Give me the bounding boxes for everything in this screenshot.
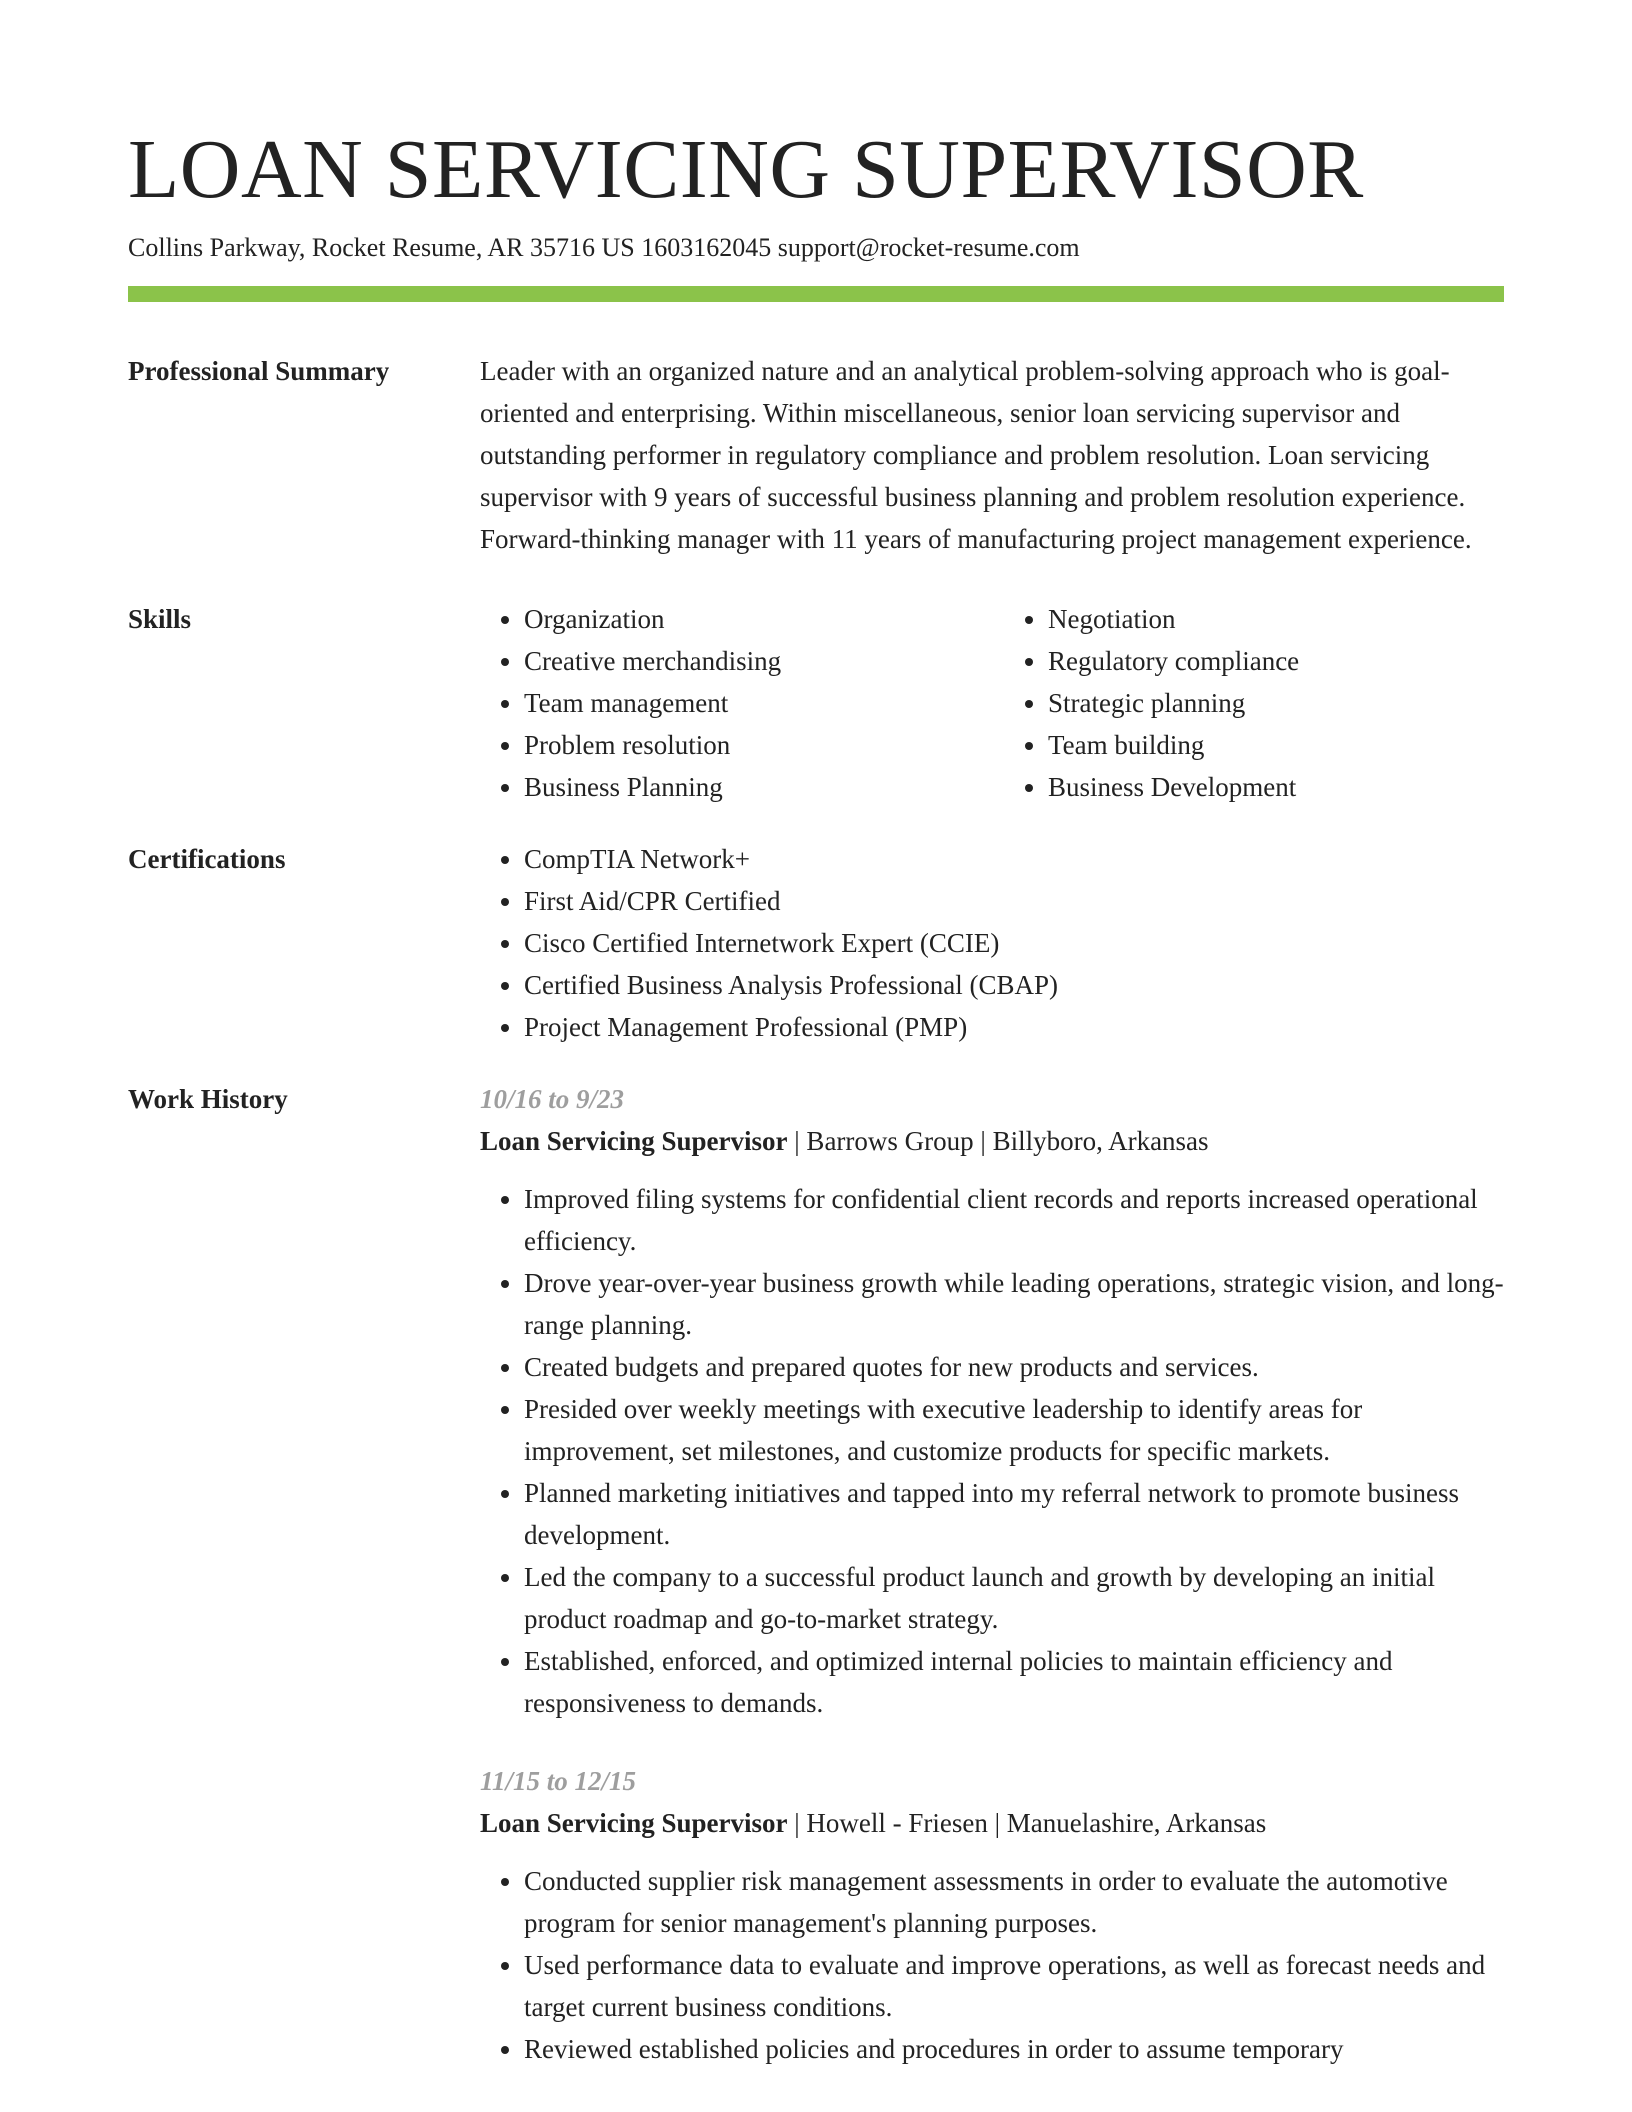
skill-item: • Business Planning bbox=[524, 766, 984, 808]
job-entry bbox=[480, 1760, 1504, 2070]
skill-item: • Strategic planning bbox=[1048, 682, 1508, 724]
skills-heading: Skills bbox=[128, 604, 192, 634]
work-history-body bbox=[480, 1080, 1504, 2070]
job-bullets bbox=[480, 1860, 1504, 2070]
job-details: | Barrows Group | Billyboro, Arkansas bbox=[787, 1126, 1209, 1156]
certification-item: • Project Management Professional (PMP) bbox=[524, 1006, 1504, 1048]
job-bullets bbox=[480, 1178, 1504, 1724]
job-dates: 10/16 to 9/23 bbox=[480, 1084, 625, 1114]
certification-item: • Cisco Certified Internetwork Expert (CCIE) bbox=[524, 922, 1504, 964]
resume-title: LOAN SERVICING SUPERVISOR bbox=[128, 123, 1364, 216]
job-bullet: • Created budgets and prepared quotes for new products and services. bbox=[524, 1346, 1504, 1388]
skills-body bbox=[480, 600, 1508, 808]
certifications-list bbox=[480, 838, 1504, 1048]
job-bullet: • Established, enforced, and optimized internal policies to maintain efficiency and responsiveness to demands. bbox=[524, 1640, 1504, 1724]
summary-heading: Professional Summary bbox=[128, 356, 390, 386]
skills-grid bbox=[480, 598, 1508, 808]
job-dates: 11/15 to 12/15 bbox=[480, 1766, 637, 1796]
summary-section bbox=[128, 352, 1504, 560]
job-bullet: • Improved filing systems for confidential client records and reports increased operational efficiency. bbox=[524, 1178, 1504, 1262]
skill-item: • Negotiation bbox=[1048, 598, 1508, 640]
certification-item: • CompTIA Network+ bbox=[524, 838, 1504, 880]
job-bullet: • Led the company to a successful product launch and growth by developing an initial product roadmap and go-to-market strategy. bbox=[524, 1556, 1504, 1640]
accent-divider bbox=[128, 286, 1504, 302]
certification-item: • Certified Business Analysis Professional (CBAP) bbox=[524, 964, 1504, 1006]
skill-item: • Business Development bbox=[1048, 766, 1508, 808]
job-bullet: • Presided over weekly meetings with executive leadership to identify areas for improvement, set milestones, and customize products for specific markets. bbox=[524, 1388, 1504, 1472]
job-details: | Howell - Friesen | Manuelashire, Arkansas bbox=[787, 1808, 1267, 1838]
certification-item: • First Aid/CPR Certified bbox=[524, 880, 1504, 922]
skill-item: • Creative merchandising bbox=[524, 640, 984, 682]
job-bullet: • Conducted supplier risk management assessments in order to evaluate the automotive program for senior management's planning purposes. bbox=[524, 1860, 1504, 1944]
job-header bbox=[480, 1802, 1504, 1844]
job-header bbox=[480, 1120, 1504, 1162]
certifications-section bbox=[128, 840, 1504, 1048]
skill-item: • Team management bbox=[524, 682, 984, 724]
skill-item: • Team building bbox=[1048, 724, 1508, 766]
job-entry bbox=[480, 1078, 1504, 1724]
job-bullet: • Used performance data to evaluate and improve operations, as well as forecast needs and target current business conditions. bbox=[524, 1944, 1504, 2028]
job-title: Loan Servicing Supervisor bbox=[480, 1126, 788, 1156]
summary-text: Leader with an organized nature and an analytical problem-solving approach who is goal-oriented and enterprising. Within miscellaneous, senior loan servicing supervisor and outstanding performer in regulatory compliance and problem resolution. Loan servicing supervisor with 9 years of successful business planning and problem resolution experience. Forward-thinking manager with 11 years of manufacturing project management experience. bbox=[480, 356, 1472, 554]
certifications-body bbox=[480, 840, 1504, 1048]
job-bullet: • Drove year-over-year business growth while leading operations, strategic vision, and long-range planning. bbox=[524, 1262, 1504, 1346]
skill-item: • Problem resolution bbox=[524, 724, 984, 766]
skills-list-right bbox=[1004, 598, 1508, 808]
skills-list-left bbox=[480, 598, 984, 808]
skill-item: • Organization bbox=[524, 598, 984, 640]
job-bullet: • Planned marketing initiatives and tapped into my referral network to promote business development. bbox=[524, 1472, 1504, 1556]
skills-section bbox=[128, 600, 1504, 808]
resume-page bbox=[128, 0, 1504, 2070]
job-bullet: • Reviewed established policies and procedures in order to assume temporary bbox=[524, 2028, 1504, 2070]
skill-item: • Regulatory compliance bbox=[1048, 640, 1508, 682]
work-history-section bbox=[128, 1080, 1504, 2070]
certifications-heading: Certifications bbox=[128, 844, 286, 874]
work-history-heading: Work History bbox=[128, 1084, 288, 1114]
summary-body bbox=[480, 352, 1504, 560]
job-title: Loan Servicing Supervisor bbox=[480, 1808, 788, 1838]
contact-line: Collins Parkway, Rocket Resume, AR 35716 US 1603162045 support@rocket-resume.com bbox=[128, 233, 1080, 262]
